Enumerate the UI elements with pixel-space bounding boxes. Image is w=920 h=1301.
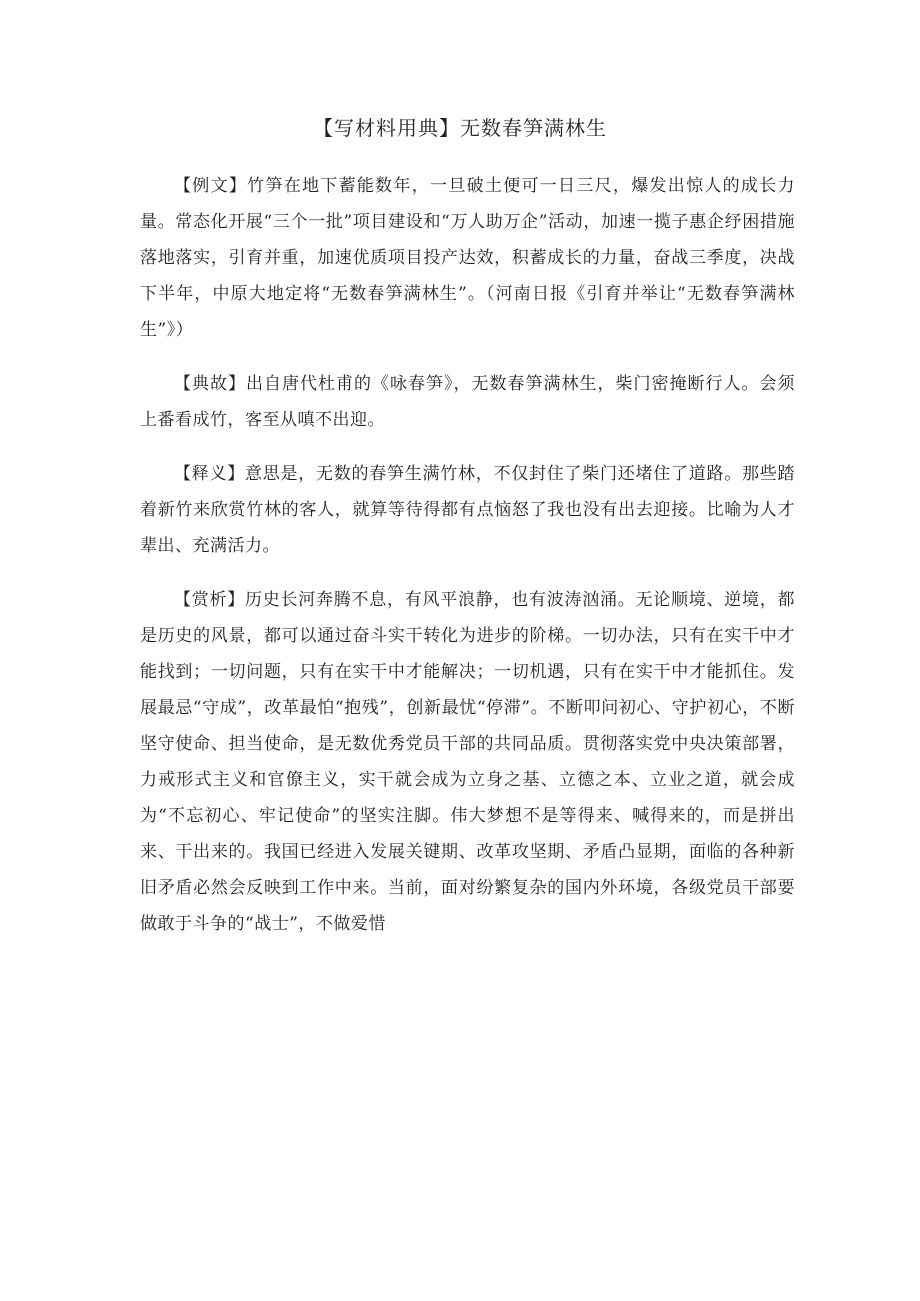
section-tag-example: 【例文】 <box>174 176 248 196</box>
paragraph-allusion <box>140 366 795 438</box>
section-text-analysis: 历史长河奔腾不息，有风平浪静，也有波涛汹涌。无论顺境、逆境，都是历史的风景，都可以通过奋斗实干转化为进步的阶梯。一切办法，只有在实干中才能找到；一切问题，只有在实干中才能解决；一切机遇，只有在实干中才能抓住。发展最忌“守成”，改革最怕“抱残”，创新最忧“停滞”。不断叩问初心、守护初心，不断坚守使命、担当使命，是无数优秀党员干部的共同品质。贯彻落实党中央决策部署，力戒形式主义和官僚主义，实干就会成为立身之基、立德之本、立业之道，就会成为“不忘初心、牢记使命”的坚实注脚。伟大梦想不是等得来、喊得来的，而是拼出来、干出来的。我国已经进入发展关键期、改革攻坚期、矛盾凸显期，面临的各种新旧矛盾必然会反映到工作中来。当前，面对纷繁复杂的国内外环境，各级党员干部要做敢于斗争的“战士”，不做爱惜 <box>140 590 795 934</box>
section-tag-allusion: 【典故】 <box>174 374 246 394</box>
section-text-meaning: 意思是，无数的春笋生满竹林，不仅封住了柴门还堵住了道路。那些踏着新竹来欣赏竹林的客人，就算等待得都有点恼怒了我也没有出去迎接。比喻为人才辈出、充满活力。 <box>140 464 795 556</box>
document-body <box>140 168 795 960</box>
paragraph-example <box>140 168 795 348</box>
document-title: 【写材料用典】无数春笋满林生 <box>313 116 607 140</box>
paragraph-meaning <box>140 456 795 564</box>
paragraph-analysis <box>140 582 795 942</box>
section-text-allusion: 出自唐代杜甫的《咏春笋》，无数春笋满林生，柴门密掩断行人。会须上番看成竹，客至从嗔不出迎。 <box>140 374 795 430</box>
section-tag-meaning: 【释义】 <box>174 464 245 484</box>
section-tag-analysis: 【赏析】 <box>174 590 245 610</box>
section-text-example: 竹笋在地下蓄能数年，一旦破土便可一日三尺，爆发出惊人的成长力量。常态化开展“三个一批”项目建设和“万人助万企”活动，加速一揽子惠企纾困措施落地落实，引育并重，加速优质项目投产达效，积蓄成长的力量，奋战三季度，决战下半年，中原大地定将“无数春笋满林生”。（河南日报《引育并举让“无数春笋满林生”》） <box>140 176 796 340</box>
